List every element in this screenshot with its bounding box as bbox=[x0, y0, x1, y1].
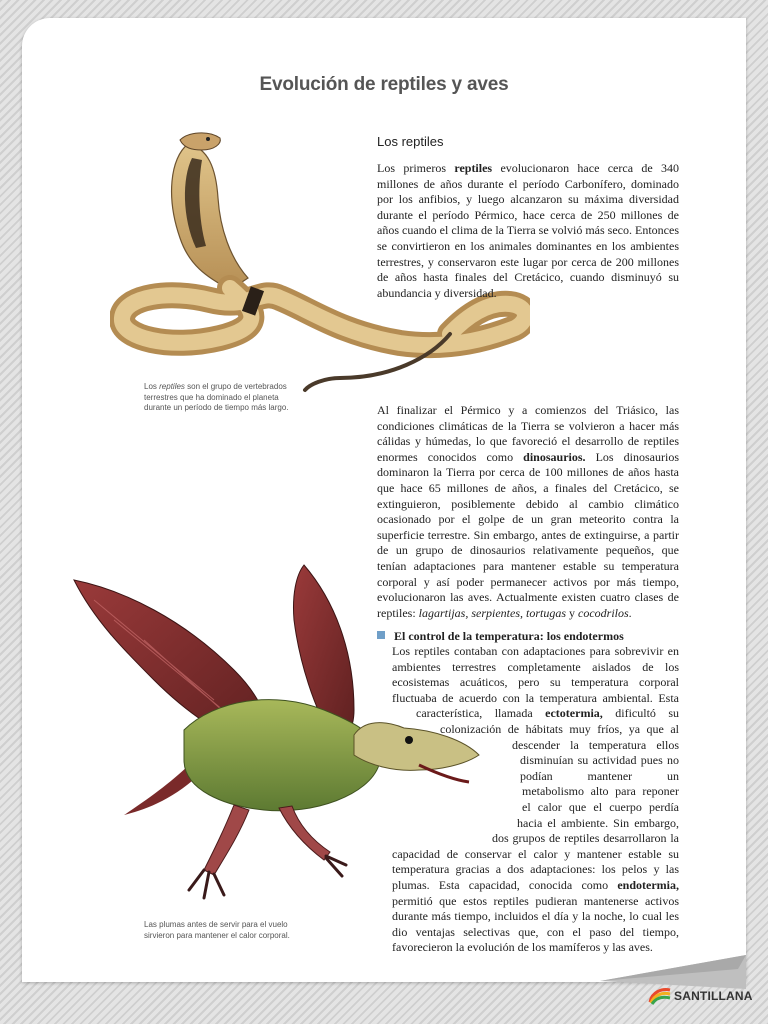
subsection-heading: El control de la temperatura: los endotermos bbox=[377, 629, 687, 644]
dinosaur-paragraph: Al finalizar el Pérmico y a comienzos del Triásico, las condiciones climáticas de la Tierra se volvieron a hacer más cálidas y húmedas, lo que favoreció el desarrollo de reptiles enormes conocidos como dinosaurios. Los dinosaurios dominaron la Tierra por cerca de 100 millones de años hasta que hace 65 millones de años, a finales del Cretácico, se extinguieron, posiblemente debido al cambio climático ocasionado por el golpe de un gran meteorito contra la superficie terrestre. Sin embargo, antes de extinguirse, a partir de un grupo de dinosaurios relativamente pequeños, que tenían adaptaciones para mantener estable su temperatura corporal y así poder permanecer activos por más tiempo, evolucionaron las aves. Actualmente existen cuatro clases de reptiles: lagartijas, serpientes, tortugas y cocodrilos. bbox=[377, 403, 679, 620]
endotherm-paragraph: Los reptiles contaban con adaptaciones para sobrevivir en ambientes terrestres completamente aislados de los ecosistemas acuáticos, pero su temperatura corporal fluctuaba de acuerdo con la temperatura ambiental. Esta característica, llamada ectotermia, dificultó su colonización de hábitats muy fríos, ya que al descender la temperatura ellos disminuían su actividad pues no podían mantener un metabolismo alto para reponer el calor que el cuerpo perdía hacia el ambiente. Sin embargo, dos grupos de reptiles desarrollaron la capacidad de conservar el calor y mantener estable su temperatura gracias a dos adaptaciones: los pelos y las plumas. Esta capacidad, conocida como endotermia, permitió que estos reptiles pudieran mantenerse activos durante más tiempo, incluidos el día y la noche, lo cual les dio ventajas selectivas que, con el paso del tiempo, favorecieron la evolución de los mamíferos y las aves. bbox=[392, 644, 680, 955]
snake-caption: Los reptiles son el grupo de vertebrados terrestres que ha dominado el planeta durante un período de tiempo más largo. bbox=[144, 382, 289, 412]
bird-caption: Las plumas antes de servir para el vuelo sirvieron para mantener el calor corporal. bbox=[144, 920, 290, 940]
santillana-swirl-icon bbox=[648, 986, 672, 1006]
brand-name: SANTILLANA bbox=[674, 989, 753, 1003]
santillana-logo bbox=[648, 986, 753, 1006]
intro-paragraph: Los primeros reptiles evolucionaron hace cerca de 340 millones de años durante el período Carbonífero, dominado por los anfibios, y luego alcanzaron su máxima diversidad durante el período Pérmico, hace cerca de 250 millones de años cuando el clima de la Tierra se volvió más seco. Entonces se convirtieron en los animales dominantes en los ambientes terrestres, y conservaron este lugar por cerca de 200 millones de años hasta finales del Cretácico, cuando disminuyó su abundancia y diversidad. bbox=[377, 161, 680, 300]
page-title: Evolución de reptiles y aves bbox=[259, 74, 509, 95]
section-heading: Los reptiles bbox=[377, 134, 444, 149]
bullet-square-icon bbox=[377, 631, 385, 639]
